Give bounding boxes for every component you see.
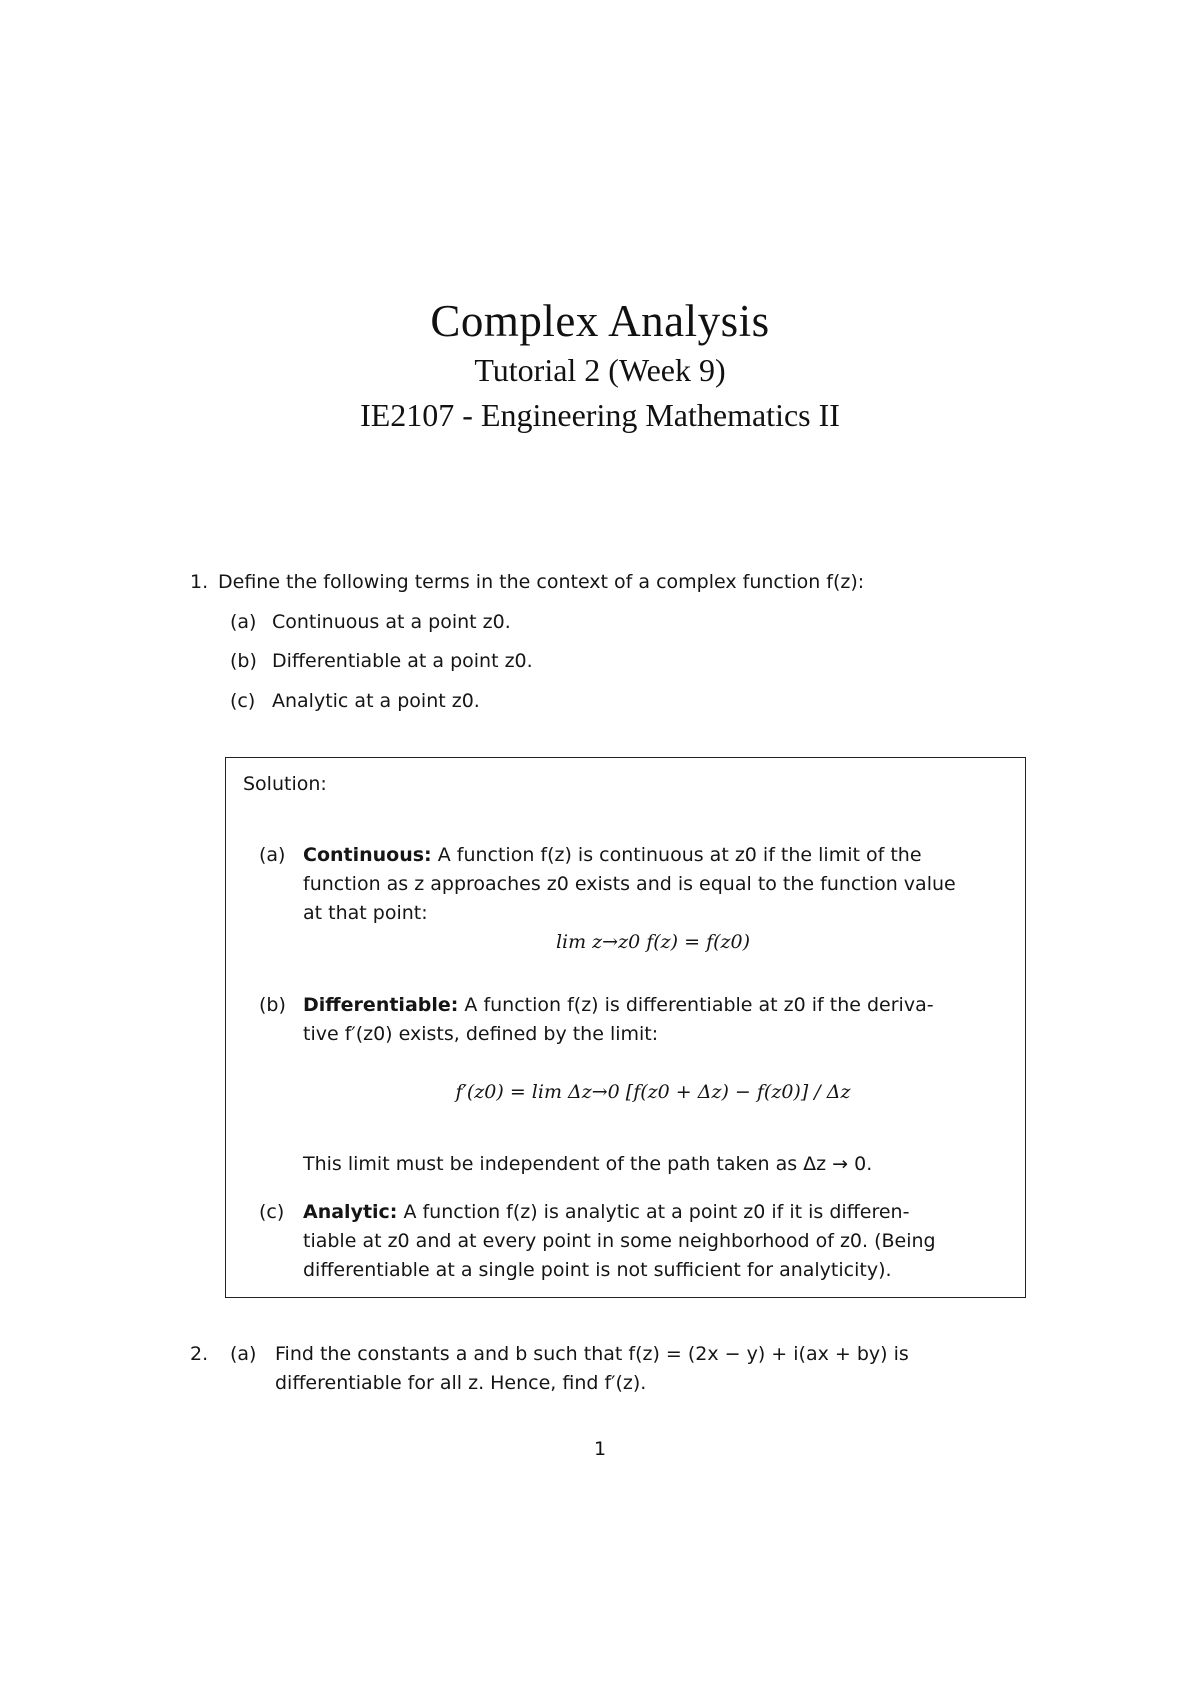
term-continuous: Continuous: [303,844,432,866]
part-label: (b) [230,650,257,672]
solution-box [225,757,1026,1298]
document-title: Complex Analysis [430,296,770,346]
term-differentiable: Differentiable: [303,994,459,1016]
solution-item-label: (b) [259,994,286,1016]
continuity-formula [303,928,1003,957]
solution-item-label: (a) [259,844,286,866]
question-prompt [218,568,864,597]
derivative-formula [303,1078,1003,1107]
solution-text: A function f(z) is analytic at a point z0 if it is differen- [403,1201,910,1223]
solution-text: function as z approaches z0 exists and is equal to the function value [303,873,956,895]
solution-item-label: (c) [259,1201,285,1223]
course-name: IE2107 - Engineering Mathematics II [360,397,840,433]
path-independence-note: This limit must be independent of the path taken as Δz → 0. [303,1153,873,1175]
page-number: 1 [593,1438,607,1460]
part-label: (a) [230,1343,257,1365]
solution-text: A function f(z) is continuous at z0 if the limit of the [437,844,922,866]
document-subtitle: Tutorial 2 (Week 9) [474,352,726,388]
solution-item-c-line-1 [303,1198,909,1227]
part-text: Differentiable at a point z0. [272,650,533,672]
part-text: Analytic at a point z0. [272,690,480,712]
solution-text: tive f′(z0) exists, defined by the limit: [303,1023,659,1045]
question-number: 1. [190,571,209,593]
question-2a-line-2: differentiable for all z. Hence, find f′(z). [275,1372,647,1394]
term-analytic: Analytic: [303,1201,398,1223]
solution-item-a-line-1 [303,841,922,870]
formula-text: lim z→z0 f(z) = f(z0) [555,931,751,953]
solution-text: A function f(z) is differentiable at z0 if the deriva- [464,994,934,1016]
solution-text: tiable at z0 and at every point in some neighborhood of z0. (Being [303,1230,936,1252]
part-label: (a) [230,611,257,633]
question-2a-line-1: Find the constants a and b such that f(z) = (2x − y) + i(ax + by) is [275,1343,909,1365]
part-text: Continuous at a point z0. [272,611,511,633]
question-part [230,687,480,716]
question-part [230,608,511,637]
question-prompt-text: Define the following terms in the context of a complex function f(z): [218,571,865,593]
solution-heading: Solution: [243,773,327,795]
solution-text: at that point: [303,902,428,924]
question-number: 2. [190,1343,209,1365]
part-label: (c) [230,690,256,712]
formula-text: f′(z0) = lim Δz→0 [f(z0 + Δz) − f(z0)] / Δz [455,1081,851,1103]
solution-item-b-line-1 [303,991,934,1020]
solution-text: differentiable at a single point is not sufficient for analyticity). [303,1259,892,1281]
question-part [230,647,533,676]
